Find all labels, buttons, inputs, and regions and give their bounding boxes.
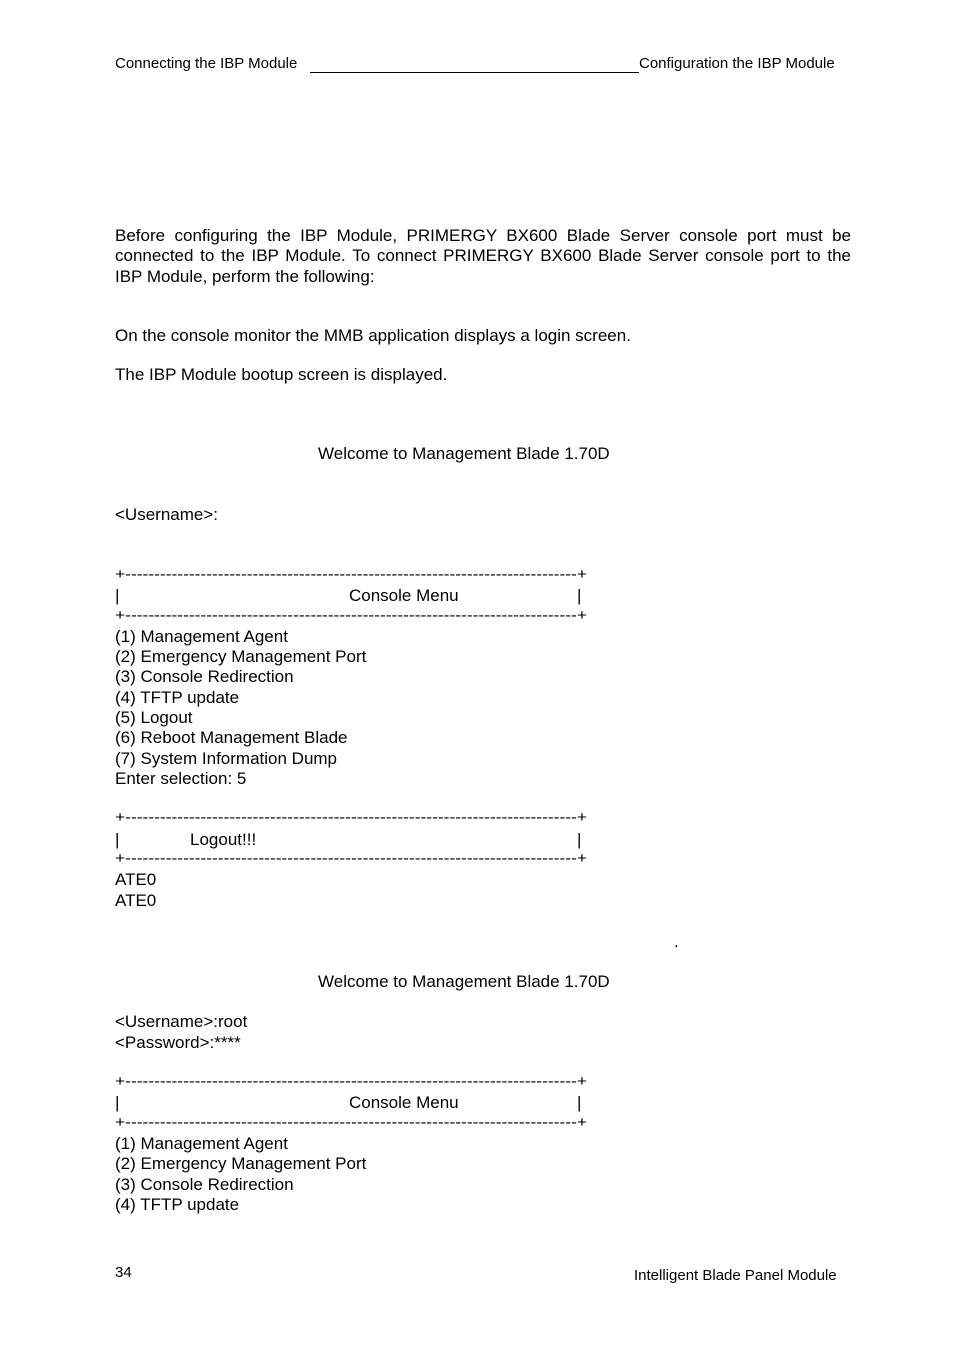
menu-item: (3) Console Redirection — [115, 667, 294, 686]
menu-item: (6) Reboot Management Blade — [115, 728, 348, 747]
menu-item: (1) Management Agent — [115, 627, 288, 646]
page-number: 34 — [115, 1264, 132, 1281]
menu-item: (4) TFTP update — [115, 688, 240, 707]
enter-selection: Enter selection: 5 — [115, 769, 247, 788]
step-text-bootup: The IBP Module bootup screen is displayed. — [115, 365, 448, 384]
logout-border-bottom: +------------------------------------------------------------------------------+ — [115, 850, 587, 867]
logout-right-bar: | — [577, 830, 582, 849]
menu-title-left-bar: | — [115, 1093, 120, 1112]
password-prompt: <Password>:**** — [115, 1033, 241, 1052]
stray-dot: . — [674, 932, 679, 951]
menu-item: (3) Console Redirection — [115, 1175, 294, 1194]
menu-title-right-bar: | — [577, 1093, 582, 1112]
ate-line: ATE0 — [115, 891, 157, 910]
menu-item: (1) Management Agent — [115, 1134, 288, 1153]
menu-border-bottom: +------------------------------------------------------------------------------+ — [115, 1114, 587, 1131]
username-prompt: <Username>: — [115, 505, 218, 524]
header-left: Connecting the IBP Module — [115, 55, 298, 72]
menu-item: (7) System Information Dump — [115, 749, 338, 768]
menu-border-top: +------------------------------------------------------------------------------+ — [115, 566, 587, 583]
menu-title: Console Menu — [349, 586, 459, 605]
step-text-login: On the console monitor the MMB application displays a login screen. — [115, 326, 631, 345]
logout-message: Logout!!! — [190, 830, 257, 849]
ate-line: ATE0 — [115, 870, 157, 889]
welcome-message: Welcome to Management Blade 1.70D — [318, 972, 610, 991]
menu-title-right-bar: | — [577, 586, 582, 605]
menu-item: (2) Emergency Management Port — [115, 1154, 367, 1173]
welcome-message: Welcome to Management Blade 1.70D — [318, 444, 610, 463]
menu-border-top: +------------------------------------------------------------------------------+ — [115, 1073, 587, 1090]
footer-title: Intelligent Blade Panel Module — [634, 1267, 837, 1284]
menu-item: (5) Logout — [115, 708, 193, 727]
logout-border-top: +------------------------------------------------------------------------------+ — [115, 809, 587, 826]
intro-paragraph: Before configuring the IBP Module, PRIMERGY BX600 Blade Server console port must be connected to the IBP Module. To connect PRIMERGY BX600 Blade Server console port to the IBP Module, perform the following: — [115, 226, 851, 286]
menu-title-left-bar: | — [115, 586, 120, 605]
menu-item: (2) Emergency Management Port — [115, 647, 367, 666]
username-prompt: <Username>:root — [115, 1012, 248, 1031]
header-right: Configuration the IBP Module — [639, 55, 835, 72]
logout-left-bar: | — [115, 830, 120, 849]
menu-border-bottom: +------------------------------------------------------------------------------+ — [115, 607, 587, 624]
header-rule — [310, 72, 639, 73]
menu-title: Console Menu — [349, 1093, 459, 1112]
menu-item: (4) TFTP update — [115, 1195, 240, 1214]
